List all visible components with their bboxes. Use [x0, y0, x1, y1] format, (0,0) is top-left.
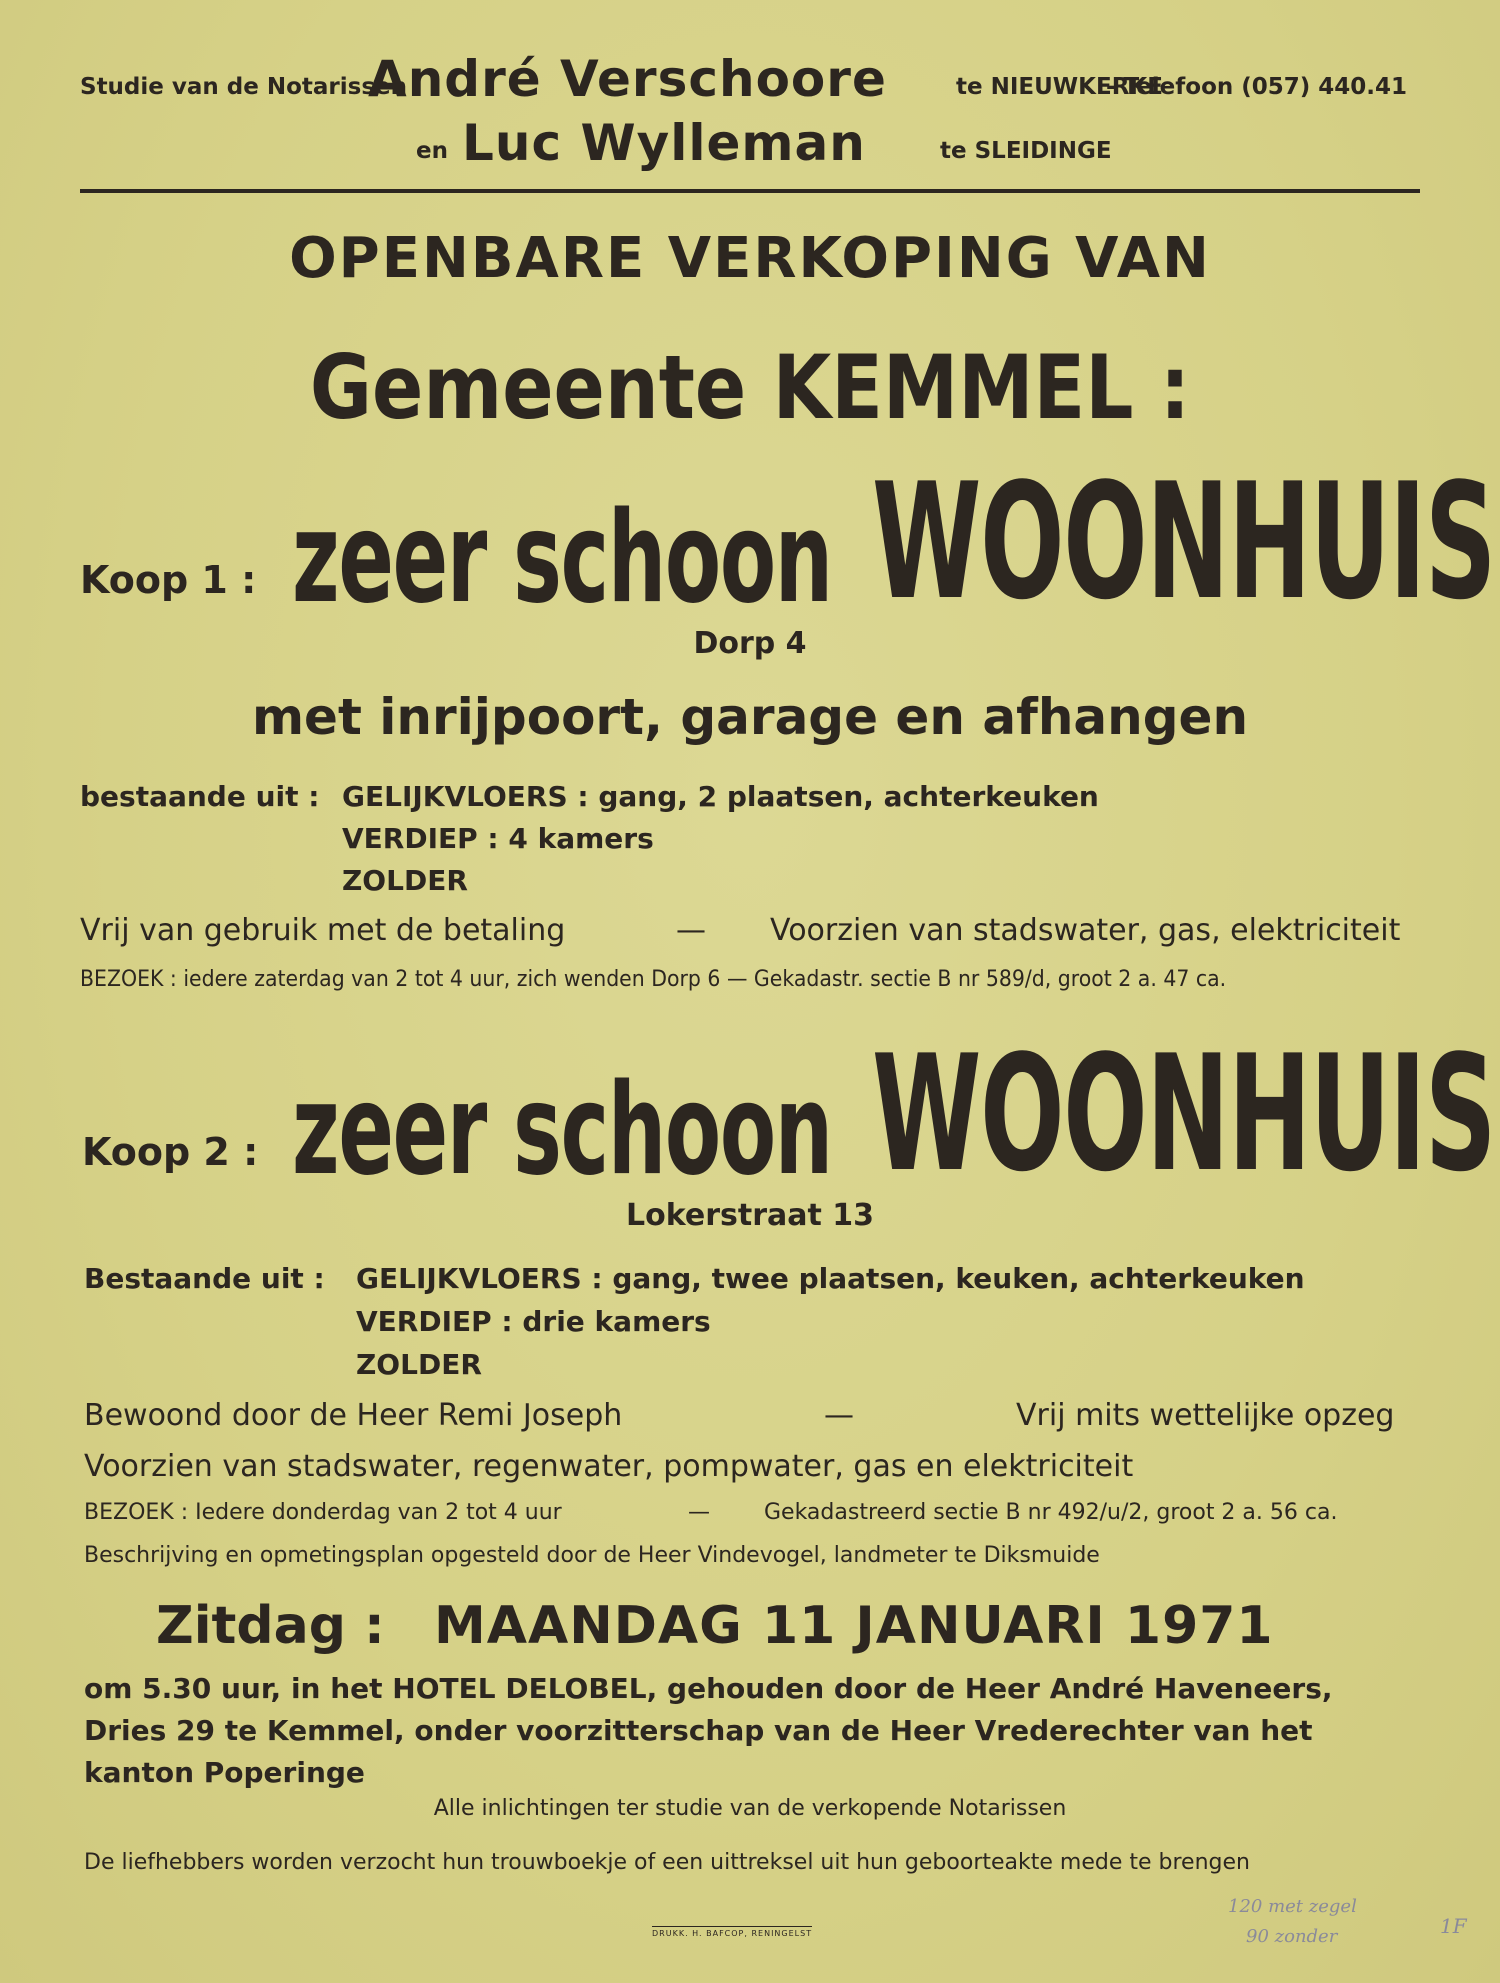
notary2-name: Luc Wylleman: [462, 114, 866, 172]
lot2-notice: Vrij mits wettelijke opzeg: [1016, 1398, 1395, 1433]
handwritten-note-1: 120 met zegel: [1228, 1896, 1357, 1917]
sale-details1: om 5.30 uur, in het HOTEL DELOBEL, gehouden door de Heer André Haveneers,: [84, 1672, 1333, 1705]
header-divider: [80, 189, 1420, 193]
sale-date: MAANDAG 11 JANUARI 1971: [434, 1596, 1274, 1656]
lot2-floor2: VERDIEP : drie kamers: [356, 1305, 711, 1338]
title-line1: OPENBARE VERKOPING VAN: [289, 226, 1211, 291]
telephone: - Telefoon (057) 440.41: [1106, 74, 1408, 100]
lot1-free-use: Vrij van gebruik met de betaling: [80, 913, 566, 948]
notary2-place: te SLEIDINGE: [940, 138, 1112, 164]
printer-credit: DRUKK. H. BAFCOP, RENINGELST: [652, 1926, 812, 1938]
title-line2: Gemeente KEMMEL :: [309, 336, 1191, 439]
lot1-floor3: ZOLDER: [342, 864, 468, 897]
studie-label: Studie van de Notarissen: [80, 74, 407, 100]
lot1-floor2: VERDIEP : 4 kamers: [342, 822, 654, 855]
notary1-name: André Verschoore: [368, 50, 887, 108]
handwritten-note-2: 90 zonder: [1246, 1926, 1338, 1947]
and-word: en: [416, 138, 448, 164]
lot2-label: Koop 2 :: [82, 1130, 259, 1174]
notary1-place: te NIEUWKERKE: [956, 74, 1163, 100]
lot2-dash: —: [824, 1398, 854, 1433]
lot1-headline-b: WOONHUIS: [872, 448, 1496, 635]
zitdag-label: Zitdag :: [156, 1596, 385, 1656]
lot1-feature: met inrijpoort, garage en afhangen: [251, 688, 1249, 746]
lot2-visit-dash: —: [688, 1500, 710, 1525]
lot1-address: Dorp 4: [693, 626, 807, 661]
lot1-utilities: Voorzien van stadswater, gas, elektriciteit: [770, 913, 1401, 948]
lot2-description: Beschrijving en opmetingsplan opgesteld door de Heer Vindevogel, landmeter te Diksmuide: [84, 1543, 1100, 1568]
lot2-utilities: Voorzien van stadswater, regenwater, pompwater, gas en elektriciteit: [84, 1449, 1134, 1484]
lot2-headline-b: WOONHUIS: [872, 1020, 1496, 1207]
lot1-visit: BEZOEK : iedere zaterdag van 2 tot 4 uur, zich wenden Dorp 6 — Gekadastr. sectie B nr 589/d, groot 2 a. 47 ca.: [80, 967, 1227, 992]
lot2-visit-b: Gekadastreerd sectie B nr 492/u/2, groot 2 a. 56 ca.: [764, 1500, 1338, 1525]
lot1-dash: —: [676, 913, 706, 948]
sale-details3: kanton Poperinge: [84, 1756, 365, 1789]
lot2-floor1: GELIJKVLOERS : gang, twee plaatsen, keuken, achterkeuken: [356, 1262, 1305, 1295]
lot2-address: Lokerstraat 13: [625, 1198, 875, 1233]
sale-info: Alle inlichtingen ter studie van de verkopende Notarissen: [433, 1796, 1067, 1821]
lot1-label: Koop 1 :: [80, 558, 257, 602]
lot1-headline-a: zeer schoon: [292, 484, 832, 631]
lot2-floor3: ZOLDER: [356, 1348, 482, 1381]
lot2-headline-a: zeer schoon: [292, 1056, 832, 1203]
sale-details2: Dries 29 te Kemmel, onder voorzitterschap van de Heer Vrederechter van het: [84, 1714, 1313, 1747]
lot2-composition-label: Bestaande uit :: [84, 1262, 325, 1295]
lot1-floor1: GELIJKVLOERS : gang, 2 plaatsen, achterkeuken: [342, 780, 1099, 813]
handwritten-note-3: 1F: [1440, 1914, 1467, 1938]
lot1-composition-label: bestaande uit :: [80, 780, 320, 813]
lot2-visit-a: BEZOEK : Iedere donderdag van 2 tot 4 uur: [84, 1500, 562, 1525]
sale-request: De liefhebbers worden verzocht hun trouwboekje of een uittreksel uit hun geboorteakte mede te brengen: [84, 1850, 1250, 1875]
lot2-occupant: Bewoond door de Heer Remi Joseph: [84, 1398, 623, 1433]
